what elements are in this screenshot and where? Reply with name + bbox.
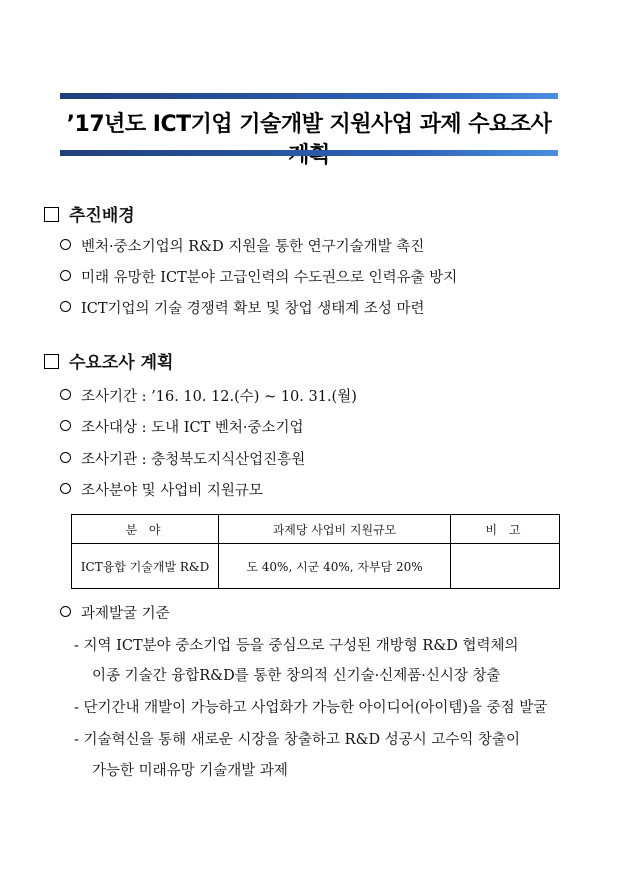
square-bullet-icon bbox=[44, 354, 59, 369]
plan-item-text: 조사기간 : ’16. 10. 12.(수) ~ 10. 31.(월) bbox=[81, 389, 357, 405]
background-item-text: ICT기업의 기술 경쟁력 확보 및 창업 생태계 조성 마련 bbox=[81, 301, 425, 317]
plan-item bbox=[60, 385, 357, 406]
table-header-cell: 분 야 bbox=[72, 515, 219, 544]
background-item bbox=[60, 297, 425, 318]
circle-bullet-icon bbox=[60, 606, 71, 617]
criteria-heading bbox=[60, 602, 170, 623]
support-scale-table bbox=[71, 514, 560, 589]
background-item bbox=[60, 266, 457, 287]
plan-item-text: 조사기관 : 충청북도지식산업진흥원 bbox=[81, 452, 306, 468]
circle-bullet-icon bbox=[60, 452, 71, 463]
circle-bullet-icon bbox=[60, 483, 71, 494]
table-header-cell: 비 고 bbox=[451, 515, 560, 544]
title-box bbox=[60, 93, 558, 157]
square-bullet-icon bbox=[44, 207, 59, 222]
background-item-text: 미래 유망한 ICT분야 고급인력의 수도권으로 인력유출 방지 bbox=[81, 270, 458, 286]
title-top-bar bbox=[60, 93, 558, 99]
background-item-text: 벤처·중소기업의 R&D 지원을 통한 연구기술개발 촉진 bbox=[81, 239, 425, 255]
criteria-line: - 지역 ICT분야 중소기업 등을 중심으로 구성된 개방형 R&D 협력체의 bbox=[74, 638, 519, 654]
section-background-heading bbox=[44, 201, 135, 226]
background-item bbox=[60, 235, 424, 256]
criteria-line-continuation: 이종 기술간 융합R&D를 통한 창의적 신기술·신제품·신시장 창출 bbox=[92, 668, 501, 684]
page-title: ’17년도 ICT기업 기술개발 지원사업 과제 수요조사 bbox=[66, 112, 552, 137]
section-plan-heading bbox=[44, 348, 173, 373]
criteria-heading-text: 과제발굴 기준 bbox=[81, 606, 170, 622]
criteria-line: - 단기간내 개발이 가능하고 사업화가 가능한 아이디어(아이템)을 중점 발굴 bbox=[74, 700, 548, 716]
table-header-row bbox=[72, 515, 560, 544]
table-header-cell: 과제당 사업비 지원규모 bbox=[219, 515, 451, 544]
plan-item bbox=[60, 479, 263, 500]
title-bottom-bar bbox=[60, 150, 558, 156]
plan-item bbox=[60, 416, 304, 437]
circle-bullet-icon bbox=[60, 420, 71, 431]
circle-bullet-icon bbox=[60, 270, 71, 281]
section-background-label: 추진배경 bbox=[69, 206, 135, 226]
circle-bullet-icon bbox=[60, 301, 71, 312]
table-cell: 도 40%, 시군 40%, 자부담 20% bbox=[219, 544, 451, 589]
plan-item bbox=[60, 448, 305, 469]
plan-item-text: 조사대상 : 도내 ICT 벤처·중소기업 bbox=[81, 420, 304, 436]
plan-item-text: 조사분야 및 사업비 지원규모 bbox=[81, 483, 263, 499]
table-cell: ICT융합 기술개발 R&D bbox=[72, 544, 219, 589]
table-row bbox=[72, 544, 560, 589]
criteria-line: - 기술혁신을 통해 새로운 시장을 창출하고 R&D 성공시 고수익 창출이 bbox=[74, 732, 521, 748]
criteria-line-continuation: 가능한 미래유망 기술개발 과제 bbox=[92, 763, 288, 779]
circle-bullet-icon bbox=[60, 239, 71, 250]
circle-bullet-icon bbox=[60, 389, 71, 400]
table-cell bbox=[451, 544, 560, 589]
section-plan-label: 수요조사 계획 bbox=[69, 353, 174, 373]
